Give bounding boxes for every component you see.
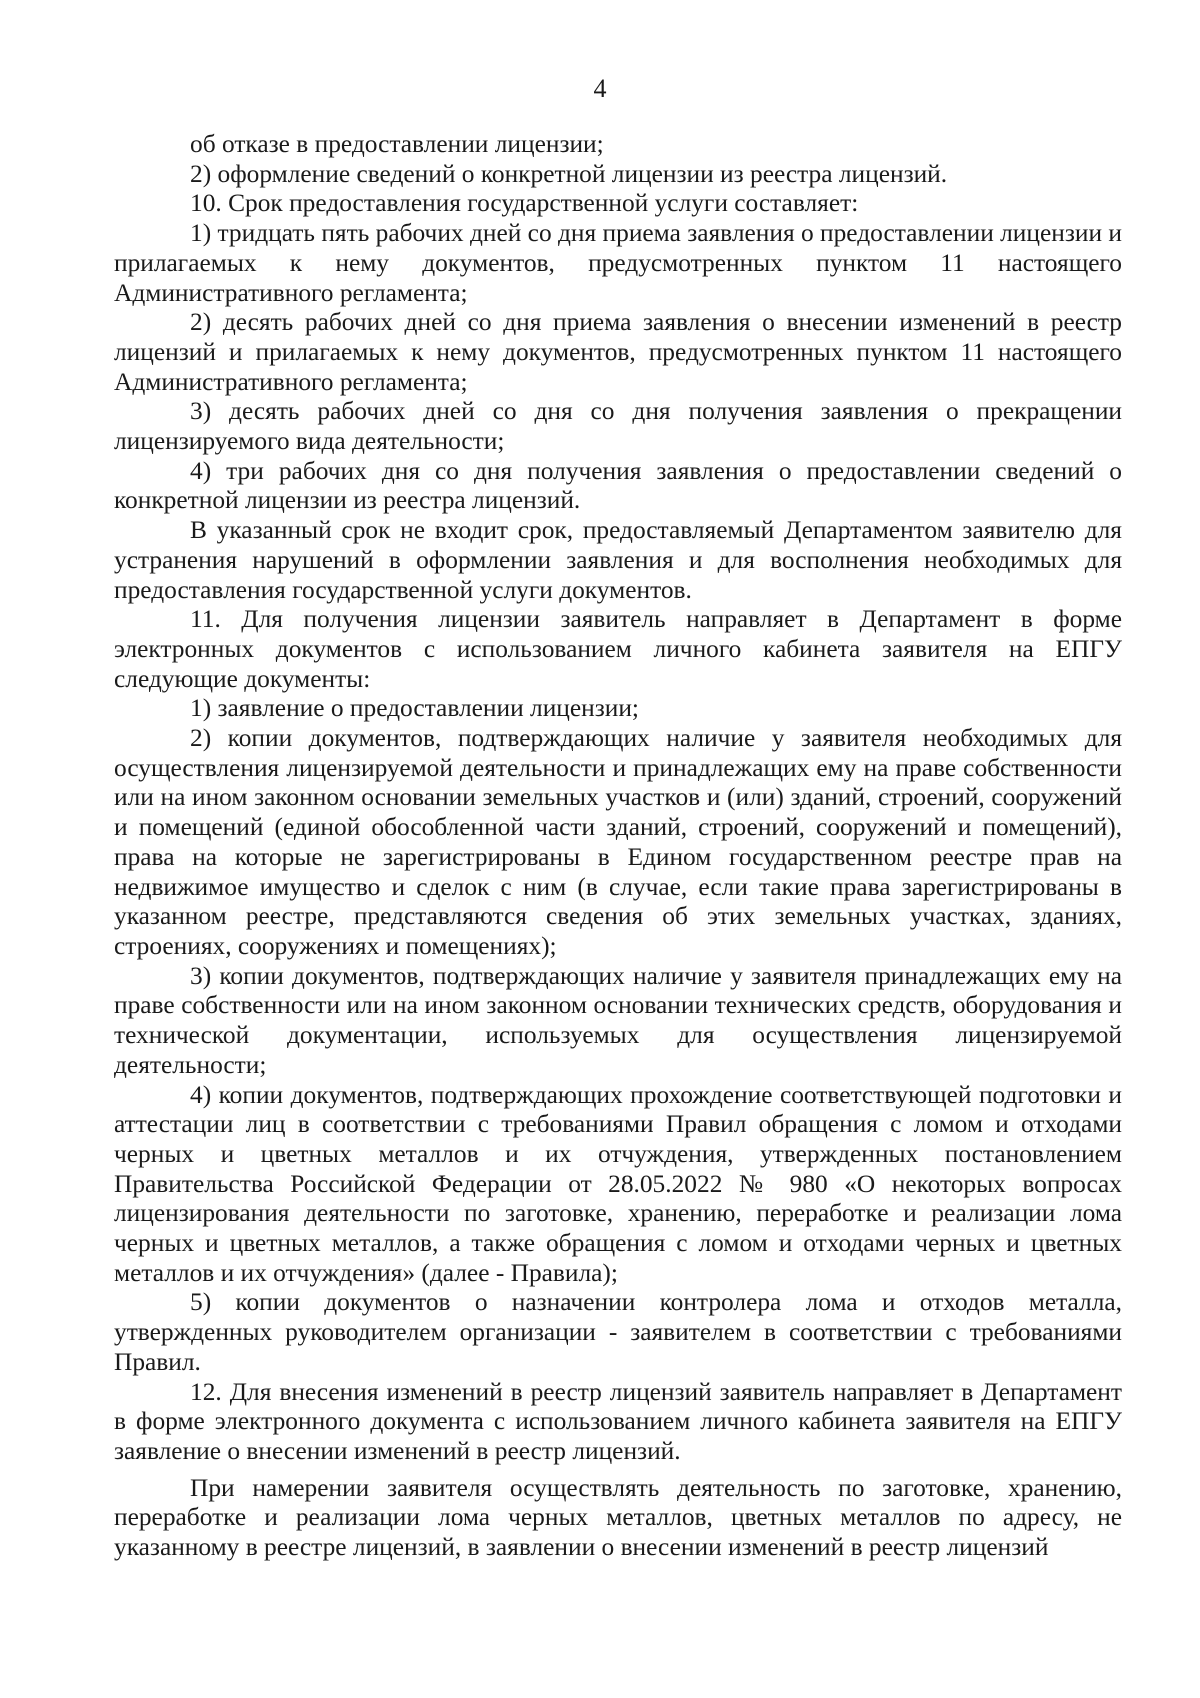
paragraph: 5) копии документов о назначении контролера лома и отходов металла, утвержденных руководителем организации - заявителем в соответствии с требованиями Правил. [114, 1288, 1122, 1376]
paragraph: 2) десять рабочих дней со дня приема заявления о внесении изменений в реестр лицензий и прилагаемых к нему документов, предусмотренных пунктом 11 настоящего Административного регламента; [114, 308, 1122, 396]
paragraph: При намерении заявителя осуществлять деятельность по заготовке, хранению, переработке и реализации лома черных металлов, цветных металлов по адресу, не указанному в реестре лицензий, в заявлении о внесении изменений в реестр лицензий [114, 1473, 1122, 1562]
paragraph: 11. Для получения лицензии заявитель направляет в Департамент в форме электронных документов с использованием личного кабинета заявителя на ЕПГУ следующие документы: [114, 605, 1122, 693]
paragraph: 4) копии документов, подтверждающих прохождение соответствующей подготовки и аттестации лиц в соответствии с требованиями Правил обращения с ломом и отходами черных и цветных металлов и их отчуждения, утвержденных постановлением Правительства Российской Федерации от 28.05.2022 № 980 «О некоторых вопросах лицензирования деятельности по заготовке, хранению, переработке и реализации лома черных и цветных металлов, а также обращения с ломом и отходами черных и цветных металлов и их отчуждения» (далее - Правила); [114, 1080, 1122, 1287]
paragraph: об отказе в предоставлении лицензии; [190, 130, 604, 158]
paragraph: 3) десять рабочих дней со дня со дня получения заявления о прекращении лицензируемого вида деятельности; [114, 397, 1122, 456]
paragraph: 12. Для внесения изменений в реестр лицензий заявитель направляет в Департамент в форме электронного документа с использованием личного кабинета заявителя на ЕПГУ заявление о внесении изменений в реестр лицензий. [114, 1377, 1122, 1465]
document-body [114, 130, 1122, 1563]
paragraph: 2) оформление сведений о конкретной лицензии из реестра лицензий. [190, 159, 948, 188]
paragraph: 3) копии документов, подтверждающих наличие у заявителя принадлежащих ему на праве собственности или на ином законном основании технических средств, оборудования и технической документации, используемых для осуществления лицензируемой деятельности; [114, 961, 1122, 1079]
paragraph: 4) три рабочих дня со дня получения заявления о предоставлении сведений о конкретной лицензии из реестра лицензий. [114, 456, 1122, 515]
page-number: 4 [593, 74, 607, 103]
paragraph: 2) копии документов, подтверждающих наличие у заявителя необходимых для осуществления лицензируемой деятельности и принадлежащих ему на праве собственности или на ином законном основании земельных участков и (или) зданий, строений, сооружений и помещений (единой обособленной части зданий, строений, сооружений и помещений), права на которые не зарегистрированы в Едином государственном реестре прав на недвижимое имущество и сделок с ним (в случае, если такие права зарегистрированы в указанном реестре, представляются сведения об этих земельных участках, зданиях, строениях, сооружениях и помещениях); [114, 724, 1122, 960]
paragraph: В указанный срок не входит срок, предоставляемый Департаментом заявителю для устранения нарушений в оформлении заявления и для восполнения необходимых для предоставления государственной услуги документов. [114, 516, 1122, 604]
paragraph: 1) заявление о предоставлении лицензии; [190, 694, 639, 723]
paragraph: 10. Срок предоставления государственной услуги составляет: [190, 189, 859, 218]
paragraph: 1) тридцать пять рабочих дней со дня приема заявления о предоставлении лицензии и прилагаемых к нему документов, предусмотренных пунктом 11 настоящего Административного регламента; [114, 219, 1122, 307]
